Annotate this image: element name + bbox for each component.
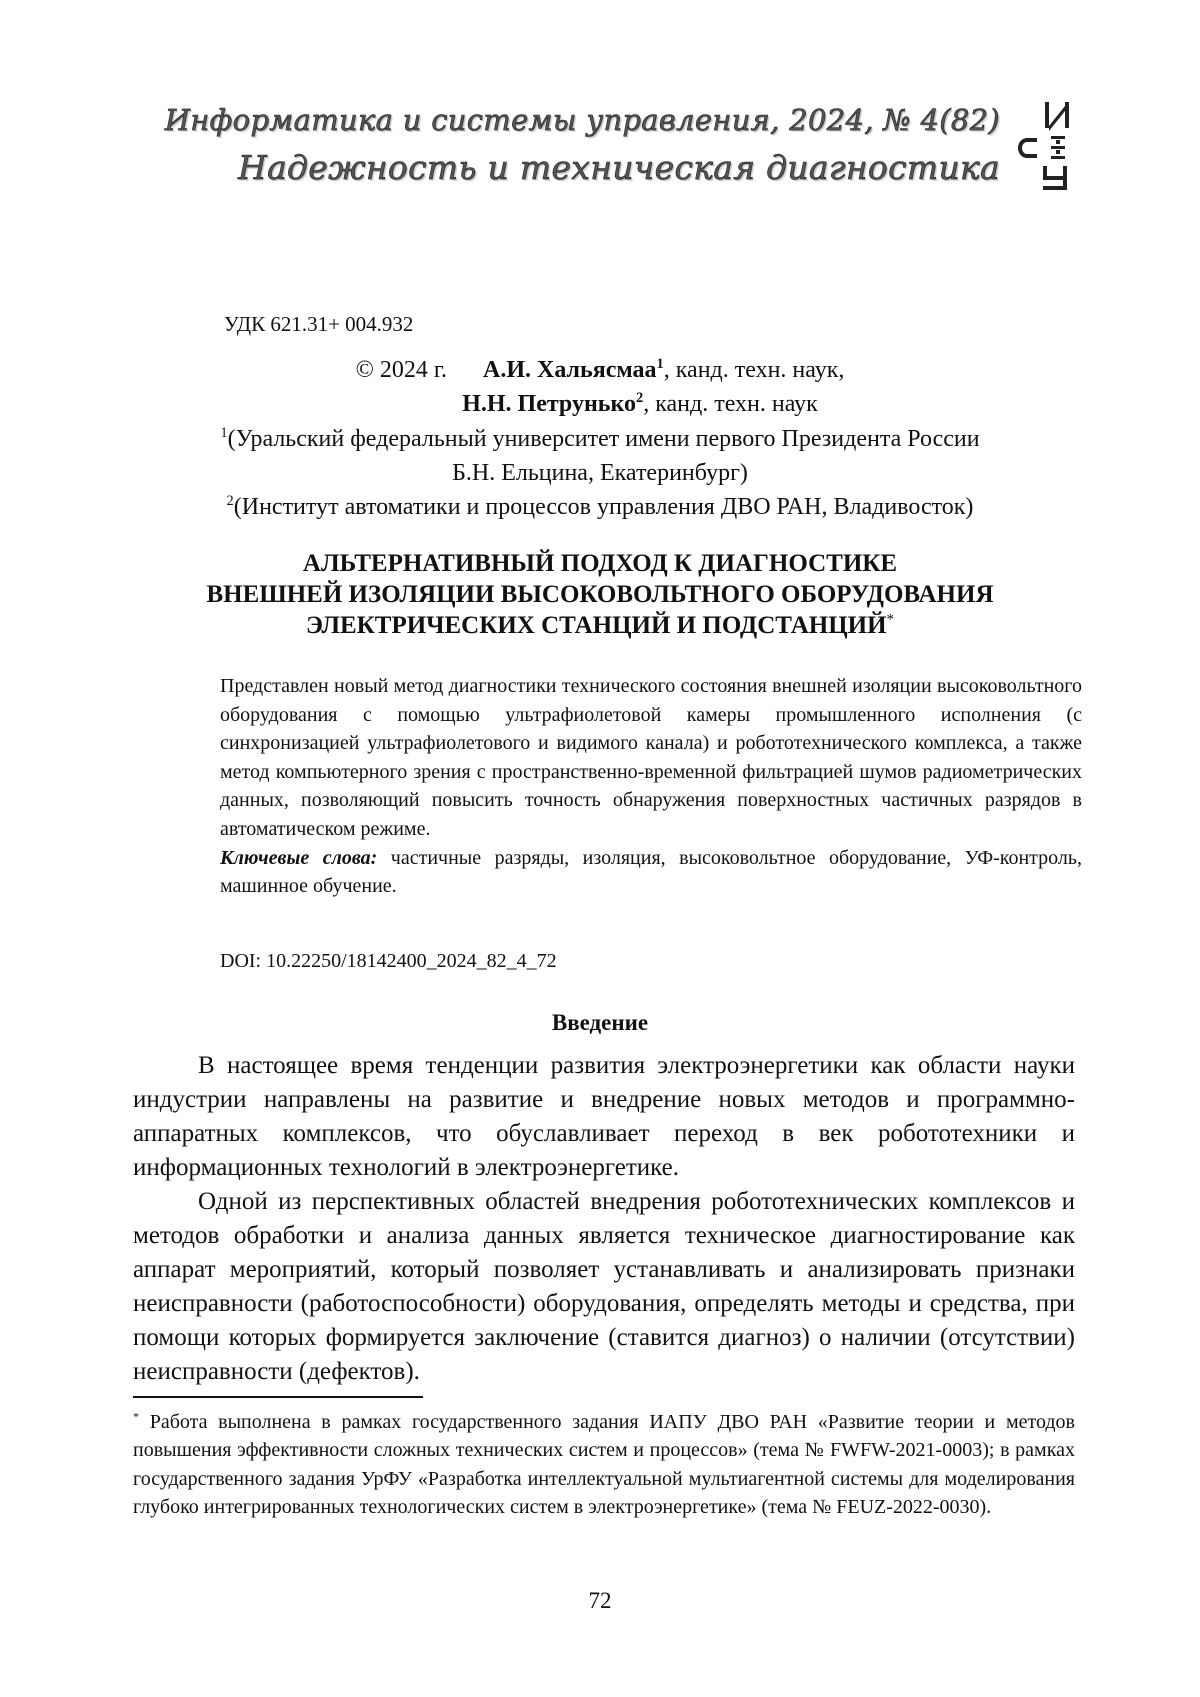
footnote-mark: * <box>133 1409 139 1423</box>
title-line-3-text: ЭЛЕКТРИЧЕСКИХ СТАНЦИЙ И ПОДСТАНЦИЙ <box>306 612 887 639</box>
affiliation-2-mark: 2 <box>227 493 234 509</box>
footnote-text: Работа выполнена в рамках государственного задания ИАПУ ДВО РАН «Развитие теории и методов повышения эффективности сложных технических систем и процессов» (тема № FWFW-2021-0003); в рамках государственного задания УрФУ «Разработка интеллектуальной мультиагентной системы для моделирования глубоко интегрированных технологических систем в электроэнергетике» (тема № FEUZ-2022-0030). <box>133 1411 1075 1518</box>
author-1-degree: , канд. техн. наук, <box>664 357 845 383</box>
keywords-list: частичные разряды, изоляция, высоковольтное оборудование, УФ-контроль, машинное обучение. <box>220 847 1082 898</box>
footnote <box>133 1408 1075 1522</box>
journal-logo <box>1015 100 1075 195</box>
journal-section-header: Надежность и техническая диагностика <box>238 148 1000 187</box>
author-2-degree: , канд. техн. наук <box>643 391 818 417</box>
udk-code: УДК 621.31+ 004.932 <box>224 312 413 337</box>
paragraph-1: В настоящее время тенденции развития электроэнергетики как области науки индустрии направлены на развитие и внедрение новых методов и программно-аппаратных комплексов, что обуславливает переход в век робототехники и информационных технологий в электроэнергетике. <box>133 1049 1075 1185</box>
title-line-2: ВНЕШНЕЙ ИЗОЛЯЦИИ ВЫСОКОВОЛЬТНОГО ОБОРУДОВАНИЯ <box>120 579 1080 610</box>
author-2-name: Н.Н. Петрунько <box>462 391 636 417</box>
article-title <box>120 548 1080 641</box>
affiliation-1-continued: Б.Н. Ельцина, Екатеринбург) <box>130 456 1070 490</box>
title-line-3 <box>120 610 1080 641</box>
author-line-2 <box>170 387 1110 421</box>
section-heading: Введение <box>120 1010 1080 1036</box>
keywords <box>220 844 1082 901</box>
affiliation-1 <box>130 422 1070 456</box>
body-text <box>133 1049 1075 1389</box>
title-footnote-mark: * <box>887 612 895 628</box>
affiliation-1-mark: 1 <box>220 425 227 441</box>
author-1-affiliation-mark: 1 <box>657 356 664 372</box>
copyright-year: © 2024 г. <box>356 357 447 383</box>
footnote-divider <box>133 1396 423 1398</box>
abstract <box>220 672 1082 901</box>
affiliation-1-line-1: (Уральский федеральный университет имени первого Президента России <box>228 426 980 452</box>
keywords-label: Ключевые слова: <box>220 847 377 869</box>
paragraph-2: Одной из перспективных областей внедрения робототехнических комплексов и методов обработки и анализа данных является техническое диагностирование как аппарат мероприятий, который позволяет устанавливать и анализировать признаки неисправности (работоспособности) оборудования, определять методы и средства, при помощи которых формируется заключение (ставится диагноз) о наличии (отсутствии) неисправности (дефектов). <box>133 1185 1075 1389</box>
page-number: 72 <box>0 1588 1200 1614</box>
journal-page <box>0 0 1200 1697</box>
affiliation-2 <box>130 490 1070 524</box>
title-line-1: АЛЬТЕРНАТИВНЫЙ ПОДХОД К ДИАГНОСТИКЕ <box>120 548 1080 579</box>
affiliation-2-line: (Институт автоматики и процессов управления ДВО РАН, Владивосток) <box>234 494 974 520</box>
author-2-affiliation-mark: 2 <box>636 390 643 406</box>
doi: DOI: 10.22250/18142400_2024_82_4_72 <box>220 950 557 973</box>
author-1-name: А.И. Хальясмаа <box>483 357 657 383</box>
abstract-text: Представлен новый метод диагностики технического состояния внешней изоляции высоковольтного оборудования с помощью ультрафиолетовой камеры промышленного исполнения (с синхронизацией ультрафиолетового и видимого канала) и робототехнического комплекса, а также метод компьютерного зрения с пространственно-временной фильтрацией шумов радиометрических данных, позволяющий повысить точность обнаружения поверхностных частичных разрядов в автоматическом режиме. <box>220 672 1082 844</box>
journal-title-header: Информатика и системы управления, 2024, № 4(82) <box>165 103 1000 137</box>
author-line-1 <box>130 353 1070 387</box>
